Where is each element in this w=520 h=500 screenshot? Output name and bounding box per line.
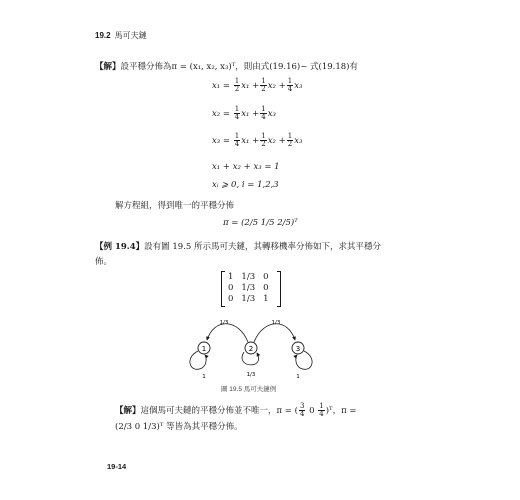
den: 4: [261, 113, 266, 121]
equation-2: [212, 106, 276, 121]
matrix-cell: 0: [228, 283, 234, 293]
label-self-1: 1: [202, 374, 206, 380]
fraction-1-4: [234, 106, 240, 121]
label-self-3: 1: [296, 374, 300, 380]
matrix-row: [224, 272, 273, 283]
fraction-1-2: [260, 133, 266, 148]
page-number: 19-14: [107, 462, 127, 471]
fraction-1-4: [260, 106, 266, 121]
eq2-lhs: x₂ =: [212, 109, 233, 119]
eq3-term2: x₂ +: [267, 136, 286, 146]
solution-intro: [95, 60, 358, 72]
matrix-cell: 0: [228, 294, 234, 304]
node-1-label: 1: [201, 345, 207, 353]
den: 4: [319, 410, 324, 418]
eq3-term3: x₃: [294, 136, 303, 146]
den: 2: [261, 140, 266, 148]
equation-3: [212, 133, 302, 148]
num: 3: [299, 402, 305, 410]
node-3-label: 3: [295, 345, 301, 353]
example-text-1: 設有圖 19.5 所示馬可夫鏈，其轉移機率分佈如下，求其平穩分: [144, 242, 382, 252]
fraction-3-4: [299, 403, 305, 418]
node-2-label: 2: [248, 345, 254, 353]
matrix-cell: 0: [263, 272, 269, 282]
matrix-row: [224, 283, 273, 294]
eq1-lhs: x₁ =: [212, 81, 233, 91]
label-top-right: 1/3: [271, 320, 281, 326]
running-header: [95, 30, 147, 41]
eq2-term1: x₁ +: [241, 109, 260, 119]
num: 1: [234, 105, 240, 113]
matrix-cell: 1/3: [241, 272, 256, 282]
solution2-label: 【解】: [115, 406, 141, 416]
den: 4: [287, 85, 293, 93]
chapter-title: 馬可夫鏈: [114, 31, 147, 40]
equation-4: x₁ + x₂ + x₃ = 1: [212, 162, 280, 172]
example-label: 【例 19.4】: [95, 242, 145, 252]
matrix-cell: 1: [228, 272, 234, 282]
eq3-term1: x₁ +: [241, 136, 260, 146]
den: 4: [234, 140, 240, 148]
fraction-1-2: [260, 78, 266, 93]
edge-2-to-1: [207, 324, 248, 342]
den: 2: [261, 85, 266, 93]
num: 1: [234, 132, 240, 140]
num: 1: [287, 132, 293, 140]
solution2-text-a: 這個馬可夫鏈的平穩分佈並不唯一，π = (: [140, 406, 298, 416]
eq1-term1: x₁ +: [241, 81, 260, 91]
den: 2: [287, 140, 293, 148]
solution2-line-2: (2/3 0 1/3)ᵀ 等皆為其平穩分佈。: [115, 422, 243, 432]
num: 1: [261, 77, 266, 85]
section-number: 19.2: [95, 31, 111, 40]
markov-chain-diagram: [180, 312, 340, 392]
num: 1: [287, 77, 293, 85]
eq1-term3: x₃: [294, 81, 303, 91]
fraction-1-4: [318, 403, 324, 418]
fraction-1-2: [287, 133, 293, 148]
figure-caption: 圖 19.5 馬可夫鏈例: [221, 386, 277, 393]
matrix-cell: 1: [263, 294, 269, 304]
fraction-1-2: [234, 78, 240, 93]
label-top-left: 1/3: [219, 320, 229, 326]
example-text-2: 佈。: [95, 257, 113, 267]
eq1-term2: x₂ +: [267, 81, 286, 91]
matrix-cell: 1/3: [241, 294, 256, 304]
solution-label: 【解】: [95, 62, 121, 72]
den: 2: [234, 85, 240, 93]
equation-1: [212, 78, 302, 93]
matrix-table: [224, 272, 273, 305]
num: 1: [261, 105, 266, 113]
solution2-line-1: [115, 403, 357, 418]
example-line-1: [95, 240, 381, 252]
solution2-text-c: )ᵀ，π =: [325, 406, 357, 416]
matrix-cell: 0: [263, 283, 269, 293]
matrix-cell: 1/3: [241, 283, 256, 293]
matrix-row: [224, 294, 273, 305]
matrix-right-bracket: [277, 271, 281, 307]
fraction-1-4: [287, 78, 293, 93]
transition-matrix: [221, 272, 281, 306]
label-mid: 1/3: [246, 372, 256, 378]
stationary-distribution: π = (2/5 1/5 2/5)ᵀ: [223, 218, 298, 228]
solution2-text-b: 0: [306, 406, 318, 416]
fraction-1-4: [234, 133, 240, 148]
eq3-lhs: x₃ =: [212, 136, 233, 146]
den: 4: [234, 113, 240, 121]
solution-intro-text: 設平穩分佈為π = (x₁, x₂, x₃)ᵀ，則由式(19.16)~ 式(19.18)有: [120, 62, 358, 72]
num: 1: [261, 132, 266, 140]
num: 1: [234, 77, 240, 85]
edge-2-to-3: [254, 324, 295, 342]
den: 4: [299, 410, 305, 418]
eq2-term2: x₃: [267, 109, 276, 119]
num: 1: [319, 402, 324, 410]
solve-text: 解方程組，得到唯一的平穩分佈: [115, 201, 235, 211]
equation-5: xᵢ ⩾ 0, i = 1,2,3: [212, 180, 279, 190]
